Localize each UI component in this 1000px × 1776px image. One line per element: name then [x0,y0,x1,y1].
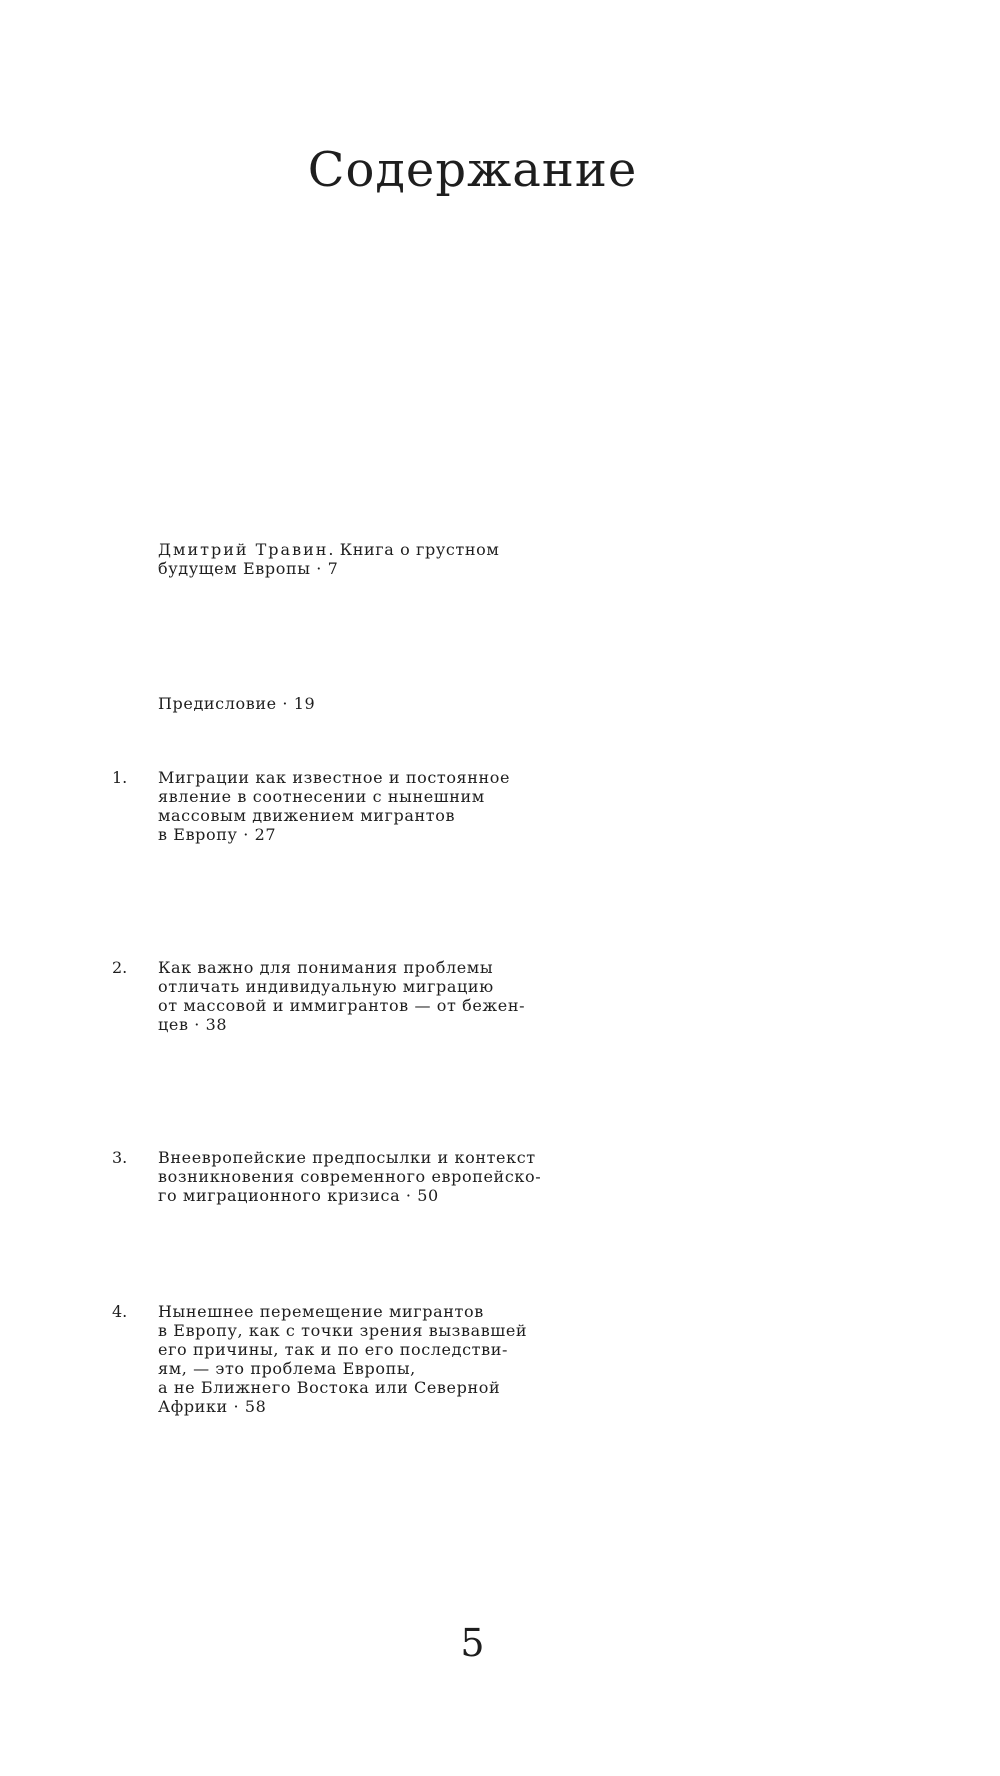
toc-entry-line: его причины, так и по его последстви- [158,1340,508,1359]
toc-entry-line: Как важно для понимания проблемы [158,958,494,977]
toc-entry-line: Нынешнее перемещение мигрантов [158,1302,484,1321]
toc-entry-line: возникновения современного европейско- [158,1167,542,1186]
toc-entry-1[interactable] [112,768,878,844]
toc-entry-line: в Европу, как с точки зрения вызвавшей [158,1321,528,1340]
toc-entry-line: Африки · 58 [158,1397,267,1416]
toc-entry-line: от массовой и иммигрантов — от бежен- [158,996,526,1015]
toc-entry-2[interactable] [112,958,878,1034]
toc-entry-line: Предисловие · 19 [158,694,316,713]
toc-entry-number: 3. [112,1148,128,1167]
toc-entry-number: 1. [112,768,128,787]
toc-entry-line: массовым движением мигрантов [158,806,456,825]
toc-entry-travin[interactable] [158,540,878,578]
page-title: Содержание [307,142,638,198]
toc-entry-line: а не Ближнего Востока или Северной [158,1378,501,1397]
toc-entry-line: цев · 38 [158,1015,228,1034]
toc-entry-line: Миграции как известное и постоянное [158,768,511,787]
toc-entry-line: явление в соотнесении с нынешним [158,787,485,806]
toc-entry-4[interactable] [112,1302,878,1416]
toc-entry-line [158,540,878,559]
toc-author-rest: . Книга о грустном [328,540,500,559]
toc-entry-preface[interactable] [158,694,878,713]
toc-entry-line: будущем Европы · 7 [158,559,339,578]
toc-entry-3[interactable] [112,1148,878,1205]
toc-entry-line: отличать индивидуальную миграцию [158,977,494,996]
toc-author-name: Дмитрий Травин [158,540,329,559]
toc-entry-line: в Европу · 27 [158,825,277,844]
page-number: 5 [460,1621,485,1665]
toc-entry-number: 4. [112,1302,128,1321]
toc-entry-line: ям, — это проблема Европы, [158,1359,416,1378]
toc-entry-number: 2. [112,958,128,977]
toc-entry-line: Внеевропейские предпосылки и контекст [158,1148,536,1167]
toc-entry-line: го миграционного кризиса · 50 [158,1186,439,1205]
